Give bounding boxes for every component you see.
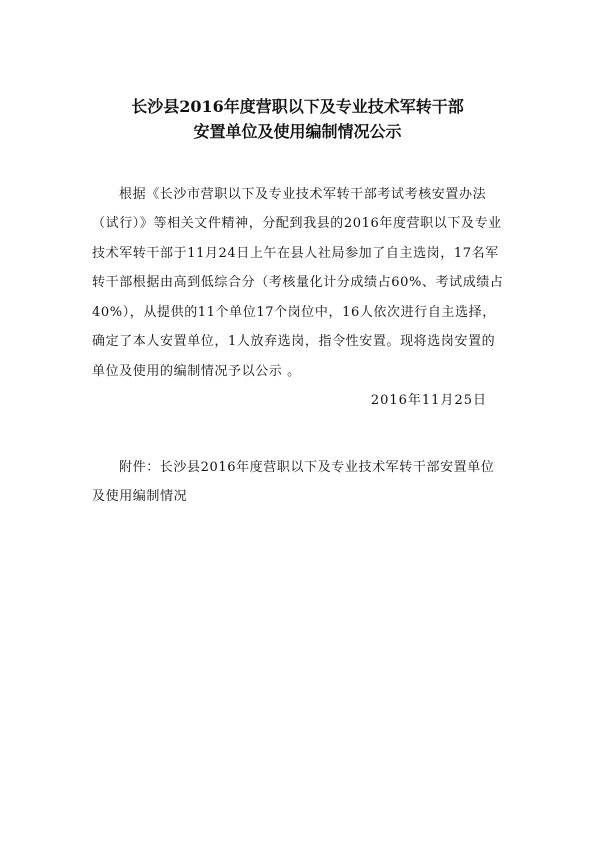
body-line-5: 40%），从提供的11个单位17个岗位中，16人依次进行自主选择， [92,305,496,320]
body-line-6: 确定了本人安置单位，1人放弃选岗，指令性安置。现将选岗安置的 [92,334,496,349]
body-line-4: 转干部根据由高到低综合分（考核量化计分成绩占60%、考试成绩占 [92,275,504,290]
attachment-line-1: 附件：长沙县2016年度营职以下及专业技术军转干部安置单位 [119,460,495,475]
document-title-line-2: 安置单位及使用编制情况公示 [193,122,402,141]
attachment-line-2: 及使用编制情况 [92,489,188,504]
body-line-2: （试行）》等相关文件精神，分配到我县的2016年度营职以下及专业 [92,216,502,231]
document-date: 2016年11月25日 [370,393,487,408]
body-line-3: 技术军转干部于11月24日上午在县人社局参加了自主选岗，17名军 [92,246,499,261]
body-line-7: 单位及使用的编制情况予以公示 。 [92,364,301,379]
body-line-1: 根据《长沙市营职以下及专业技术军转干部考试考核安置办法 [119,187,487,202]
document-title-line-1: 长沙县2016年度营职以下及专业技术军转干部 [131,97,464,116]
